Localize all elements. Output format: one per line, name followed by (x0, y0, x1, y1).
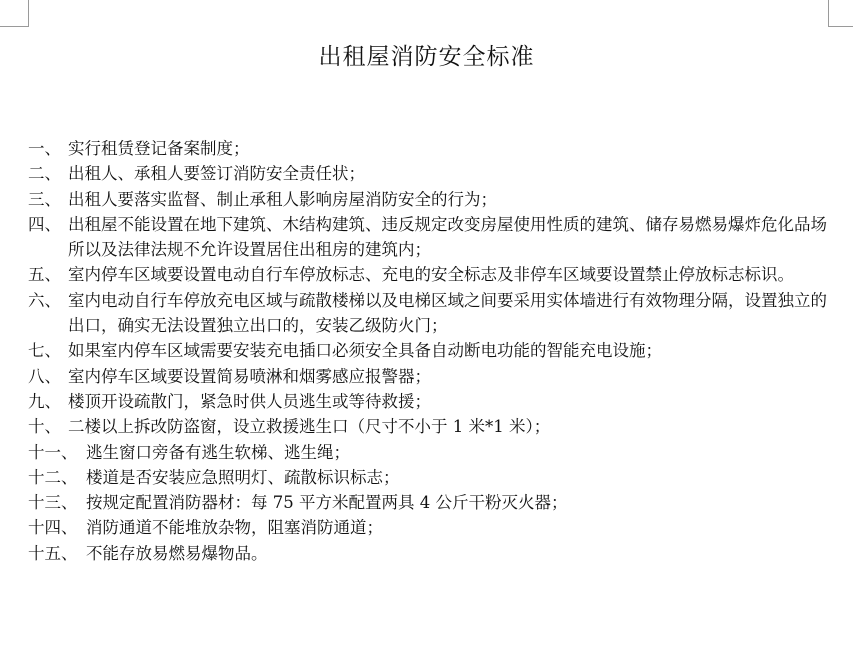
rules-list (28, 136, 830, 566)
rule-item (28, 262, 830, 287)
rule-text: 出租屋不能设置在地下建筑、木结构建筑、违反规定改变房屋使用性质的建筑、储存易燃易爆炸危化品场所以及法律法规不允许设置居住出租房的建筑内； (68, 214, 827, 260)
rule-number: 十、 (28, 417, 61, 437)
rule-number: 一、 (28, 139, 61, 158)
rule-item (28, 212, 830, 263)
rule-text: 消防通道不能堆放杂物，阻塞消防通道； (86, 518, 383, 538)
rule-text: 如果室内停车区域需要安装充电插口必须安全具备自动断电功能的智能充电设施； (68, 341, 662, 361)
rule-text: 室内停车区域要设置电动自行车停放标志、充电的安全标志及非停车区域要设置禁止停放标志标识。 (68, 265, 794, 285)
rule-number: 十三、 (28, 493, 78, 513)
rule-text: 按规定配置消防器材：每 75 平方米配置两具 4 公斤干粉灭火器； (86, 493, 568, 513)
rule-number: 九、 (28, 391, 61, 411)
rule-number: 五、 (28, 265, 61, 285)
rule-number: 十二、 (28, 467, 78, 487)
top-right-corner-mark (828, 0, 853, 27)
rule-number: 六、 (28, 290, 61, 310)
rule-text: 出租人、承租人要签订消防安全责任状； (68, 164, 365, 184)
rule-text: 楼顶开设疏散门，紧急时供人员逃生或等待救援； (68, 391, 431, 411)
rule-number: 二、 (28, 164, 61, 184)
rule-text: 逃生窗口旁备有逃生软梯、逃生绳； (86, 442, 350, 462)
rule-text: 出租人要落实监督、制止承租人影响房屋消防安全的行为； (68, 189, 497, 209)
rule-text: 楼道是否安装应急照明灯、疏散标识标志； (86, 467, 400, 487)
rule-item (28, 338, 830, 363)
rule-item (28, 364, 830, 389)
rule-text: 实行租赁登记备案制度； (68, 139, 250, 158)
rule-number: 十五、 (28, 543, 78, 563)
rule-item (28, 490, 830, 515)
document-title: 出租屋消防安全标准 (318, 44, 535, 70)
rule-number: 十一、 (28, 442, 78, 462)
rule-number: 三、 (28, 189, 61, 209)
rule-item (28, 541, 830, 566)
rule-item (28, 389, 830, 414)
rule-text: 不能存放易燃易爆物品。 (86, 543, 268, 563)
rule-number: 七、 (28, 341, 61, 361)
rule-item (28, 414, 830, 439)
rule-number: 四、 (28, 214, 61, 234)
rule-number: 十四、 (28, 518, 78, 538)
rule-text: 二楼以上拆改防盗窗，设立救援逃生口（尺寸不小于 1 米*1 米）； (68, 417, 551, 437)
rule-item (28, 161, 830, 186)
top-left-corner-mark (0, 0, 29, 27)
rule-item (28, 187, 830, 212)
rule-number: 八、 (28, 366, 61, 386)
rule-item (28, 288, 830, 339)
rule-item (28, 515, 830, 540)
rule-text: 室内停车区域要设置简易喷淋和烟雾感应报警器； (68, 366, 431, 386)
rule-item (28, 136, 830, 161)
rule-item (28, 440, 830, 465)
rule-item (28, 465, 830, 490)
rule-text: 室内电动自行车停放充电区域与疏散楼梯以及电梯区域之间要采用实体墙进行有效物理分隔，设置独立的出口，确实无法设置独立出口的，安装乙级防火门； (68, 290, 827, 336)
